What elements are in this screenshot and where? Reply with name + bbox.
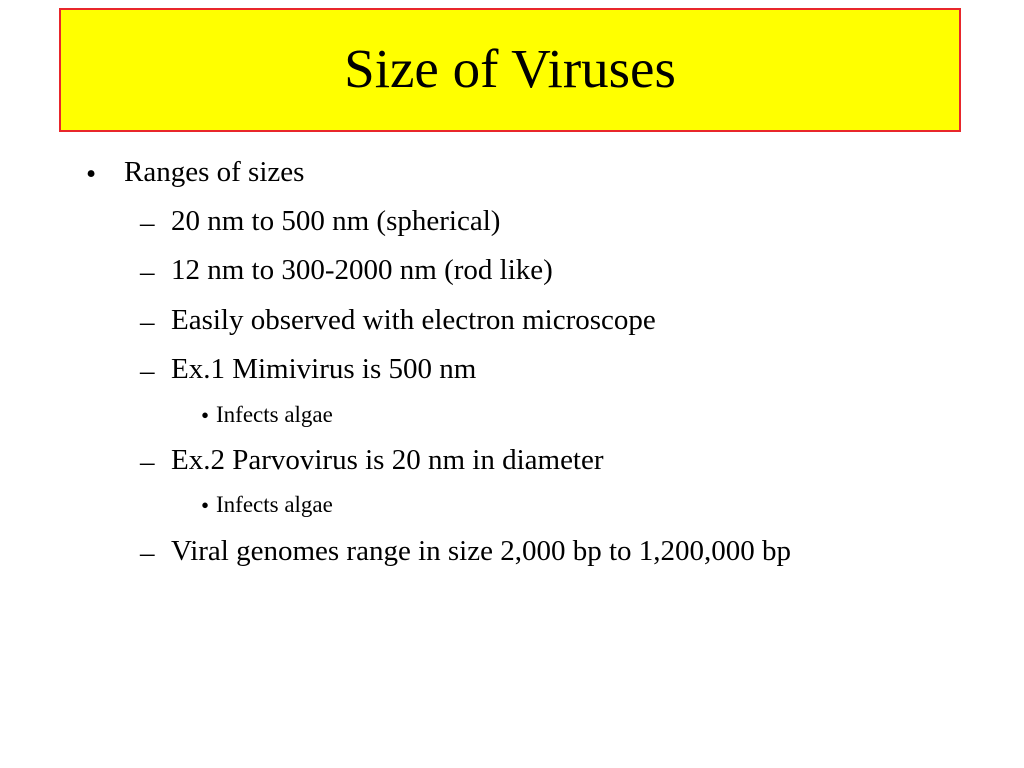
slide-title: Size of Viruses <box>344 37 676 99</box>
sub-bullet-marker: – <box>140 355 155 387</box>
sub-sub-bullet-marker: • <box>201 493 210 518</box>
sub-sub-bullet-marker: • <box>201 403 210 428</box>
sub-bullet-marker: – <box>140 306 155 338</box>
sub-bullet-item: Ex.2 Parvovirus is 20 nm in diameter <box>171 444 604 476</box>
sub-bullet-item: Viral genomes range in size 2,000 bp to 1,200,000 bp <box>171 535 792 567</box>
sub-bullet-marker: – <box>140 537 155 569</box>
sub-bullet-marker: – <box>140 256 155 288</box>
sub-bullet-item: 12 nm to 300-2000 nm (rod like) <box>171 254 553 286</box>
sub-bullet-marker: – <box>140 207 155 239</box>
bullet-item: Ranges of sizes <box>124 156 305 188</box>
sub-bullet-marker: – <box>140 446 155 478</box>
sub-bullet-item: Easily observed with electron microscope <box>171 304 656 336</box>
sub-sub-bullet-item: Infects algae <box>216 402 333 427</box>
bullet-marker: • <box>86 158 97 190</box>
sub-bullet-item: Ex.1 Mimivirus is 500 nm <box>171 353 477 385</box>
sub-bullet-item: 20 nm to 500 nm (spherical) <box>171 205 501 237</box>
sub-sub-bullet-item: Infects algae <box>216 492 333 517</box>
